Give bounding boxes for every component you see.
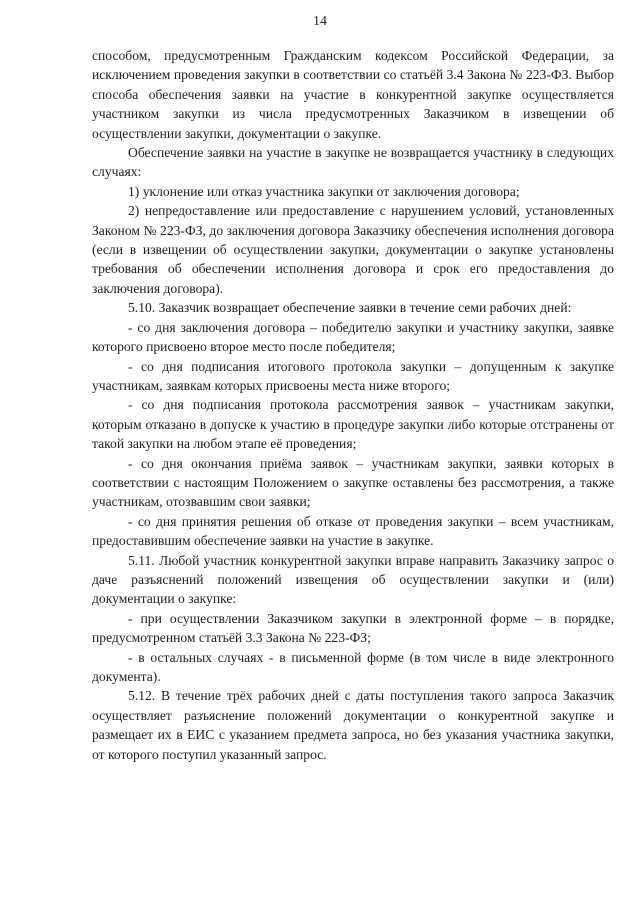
section-5-11: 5.11. Любой участник конкурентной закупки вправе направить Заказчику запрос о даче разъяснений положений извещения об осуществлении закупки и (или) документации о закупке: — [92, 552, 614, 607]
list-item-contract-conclusion: - со дня заключения договора – победителю закупки и участнику закупки, заявке которого присвоено второе место после победителя; — [92, 319, 614, 355]
paragraph-continuation: способом, предусмотренным Гражданским кодексом Российской Федерации, за исключением проведения закупки в соответствии со статьёй 3.4 Закона № 223-ФЗ. Выбор способа обеспечения заявки на участие в конкурентной закупке осуществляется участником закупки из числа предусмотренных Заказчиком в извещении об осуществлении закупки, документации о закупке. — [92, 48, 614, 141]
paragraph-security-not-returned: Обеспечение заявки на участие в закупке не возвращается участнику в следующих случаях: — [92, 145, 614, 180]
page-number: 14 — [313, 14, 327, 29]
list-item-1: 1) уклонение или отказ участника закупки от заключения договора; — [128, 183, 520, 199]
list-item-cancellation: - со дня принятия решения об отказе от проведения закупки – всем участникам, предоставившим обеспечение заявки на участие в закупке. — [92, 513, 614, 549]
section-5-10: 5.10. Заказчик возвращает обеспечение заявки в течение семи рабочих дней: — [128, 300, 572, 316]
list-item-written-form: - в остальных случаях - в письменной форме (в том числе в виде электронного документа). — [92, 649, 614, 684]
section-5-12: 5.12. В течение трёх рабочих дней с даты поступления такого запроса Заказчик осуществляет разъяснение положений документации о конкурентной закупке и размещает их в ЕИС с указанием предмета запроса, но без указания участника закупки, от которого поступил указанный запрос. — [92, 688, 614, 762]
document-body — [92, 46, 614, 764]
list-item-electronic-form: - при осуществлении Заказчиком закупки в электронной форме – в порядке, предусмотренном статьёй 3.3 Закона № 223-ФЗ; — [92, 610, 614, 646]
list-item-review-protocol: - со дня подписания протокола рассмотрения заявок – участникам закупки, которым отказано в допуске к участию в процедуре закупки либо которые отстранены от такой закупки на любом этапе её проведения; — [92, 397, 614, 452]
list-item-2: 2) непредоставление или предоставление с нарушением условий, установленных Законом № 223-ФЗ, до заключения договора Заказчику обеспечения исполнения договора (если в извещении об осуществлении закупки, документации о закупке установлены требования об обеспечении исполнения договора и срок его предоставления до заключения договора). — [92, 203, 614, 296]
list-item-end-of-acceptance: - со дня окончания приёма заявок – участникам закупки, заявки которых в соответствии с настоящим Положением о закупке оставлены без рассмотрения, а также участникам, отозвавшим свои заявки; — [92, 455, 614, 510]
list-item-final-protocol: - со дня подписания итогового протокола закупки – допущенным к закупке участникам, заявкам которых присвоены места ниже второго; — [92, 358, 614, 393]
